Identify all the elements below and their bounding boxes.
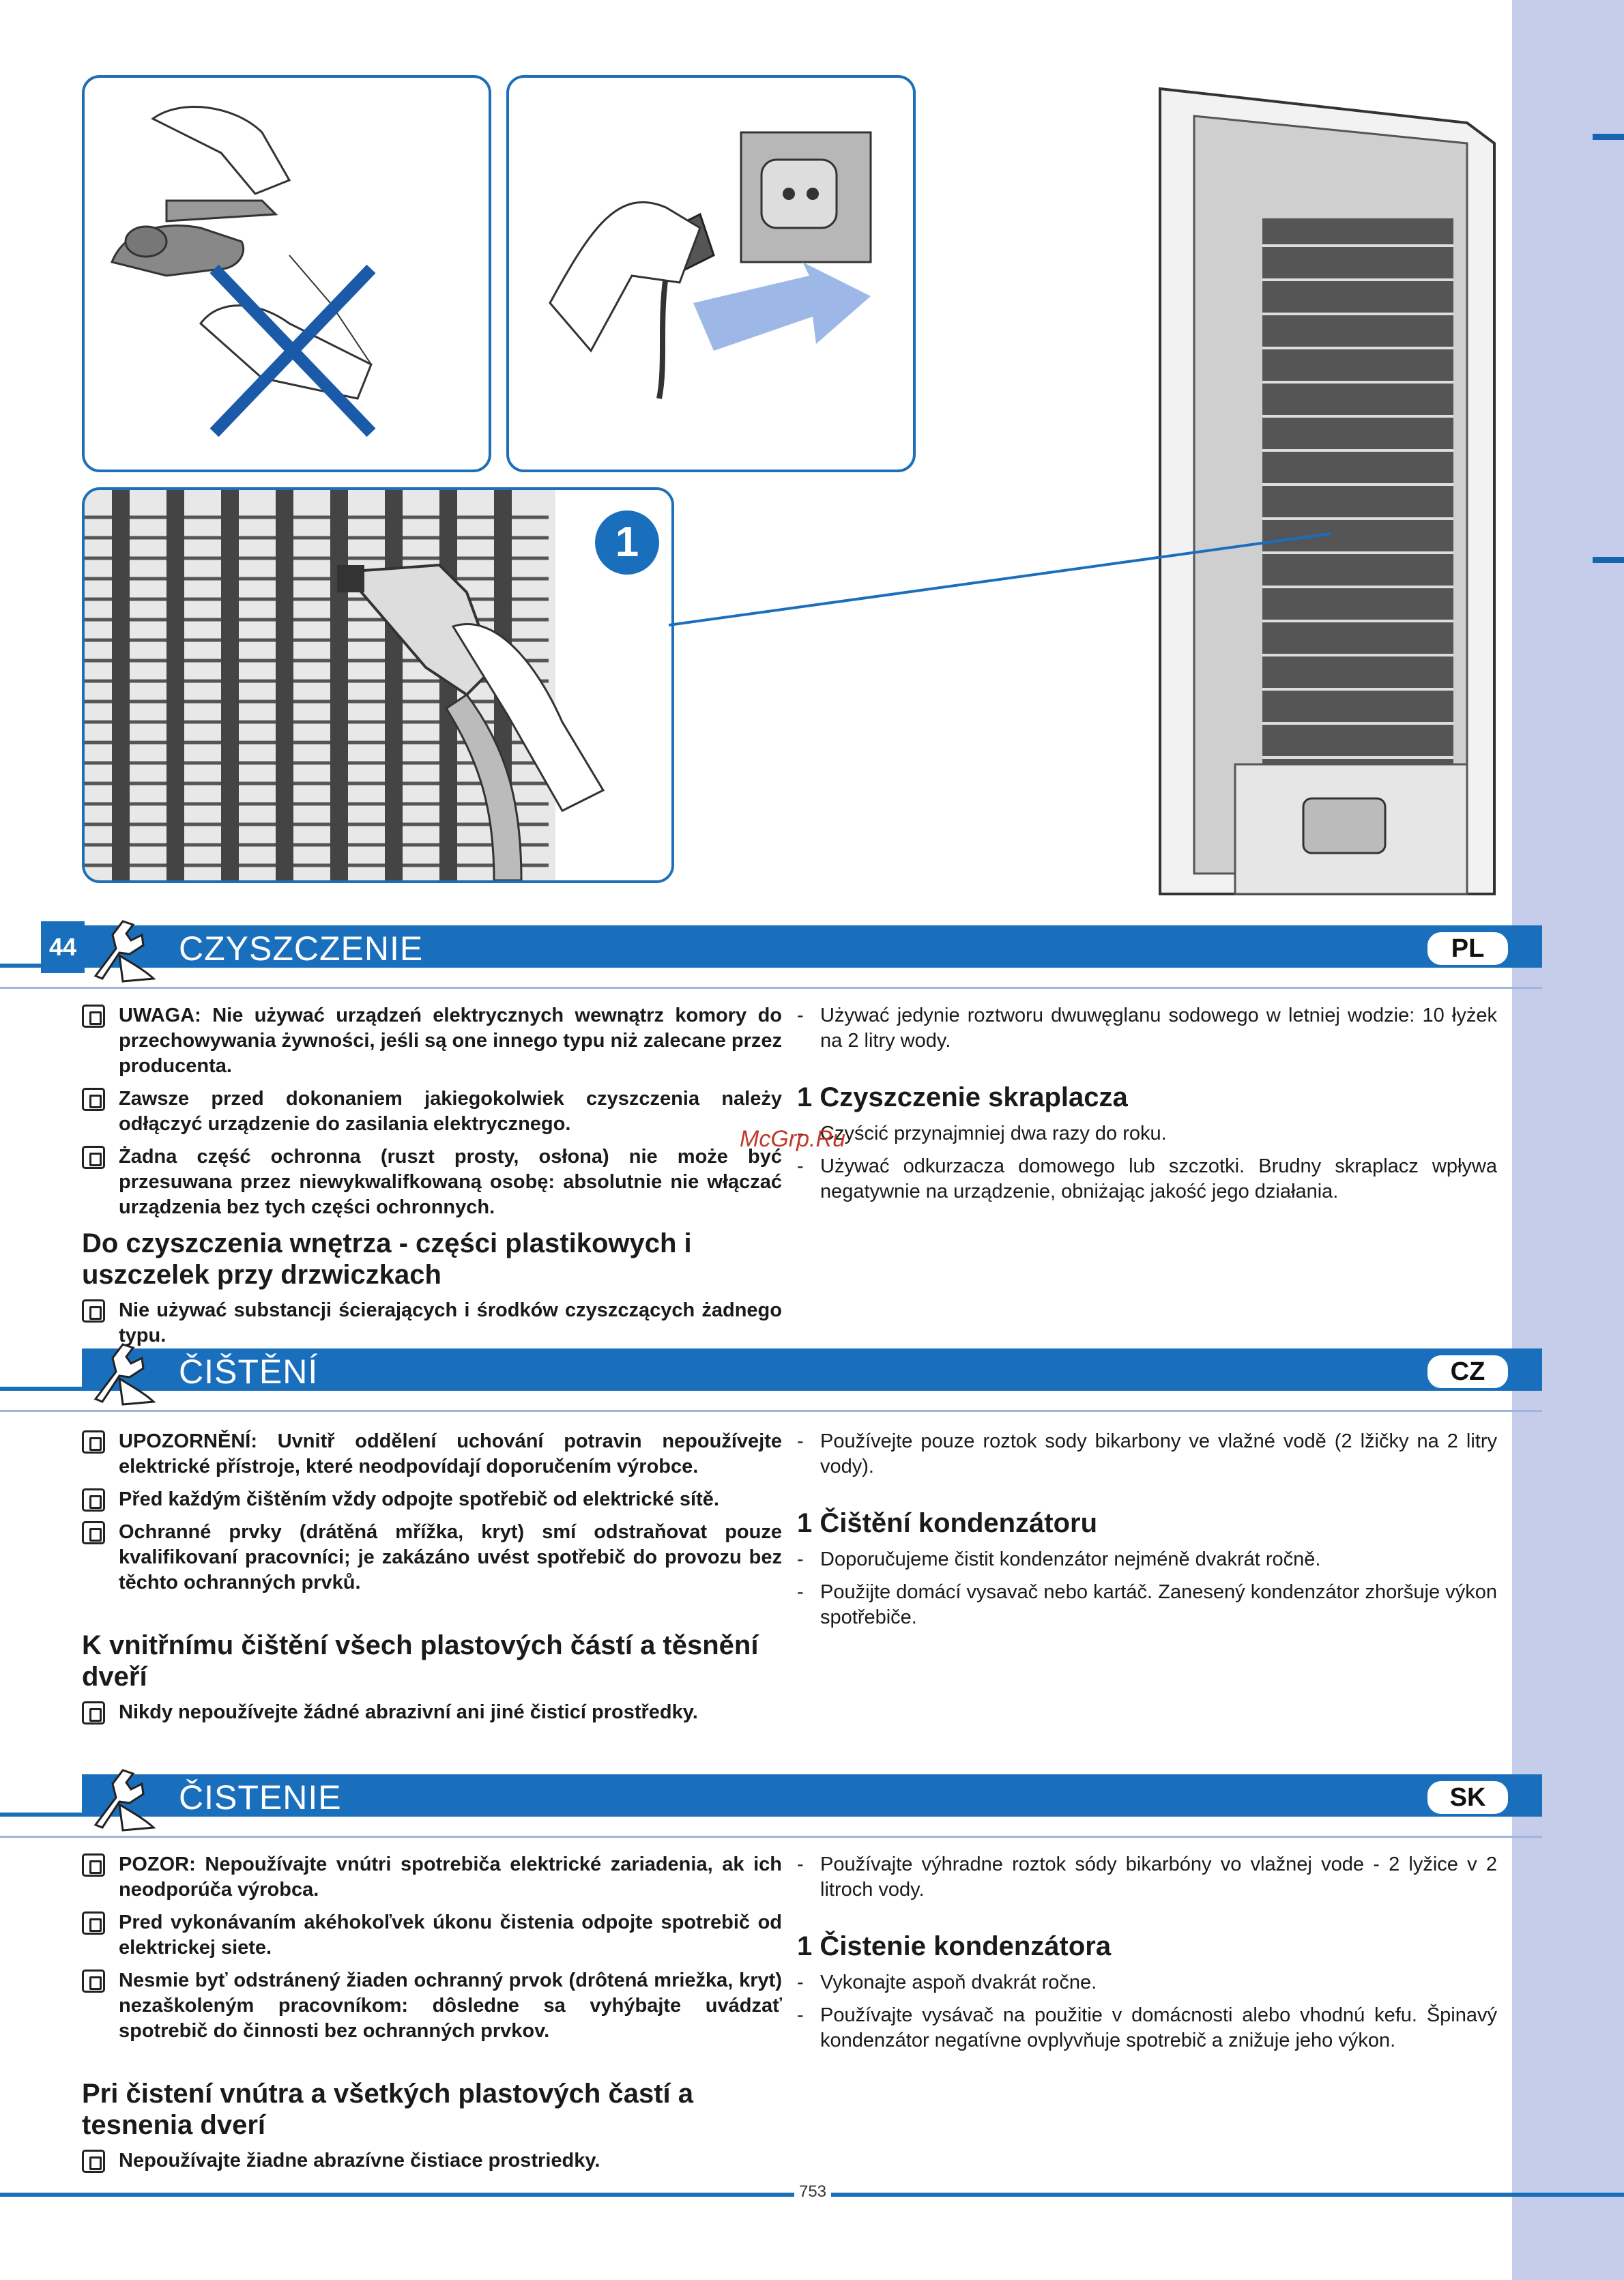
warning-note: UPOZORNĚNÍ: Uvnitř oddělení uchování potravin nepoužívejte elektrické přístroje, které neodpovídají doporučením výrobce. [82, 1429, 782, 1480]
hand-warning-icon [82, 1853, 105, 1877]
cz-right-column [797, 1429, 1497, 1638]
warning-note: Nikdy nepoužívejte žádné abrazivní ani jiné čisticí prostředky. [82, 1700, 782, 1725]
wrench-hand-icon [82, 908, 157, 983]
bullet-item: - Vykonajte aspoň dvakrát ročne. [797, 1970, 1497, 1995]
warning-note: Ochranné prvky (drátěná mřížka, kryt) smí odstraňovat pouze kvalifikovaní pracovníci; je zakázáno uvést spotřebič do provozu bez těchto ochranných prvků. [82, 1520, 782, 1596]
cz-left-column [82, 1429, 782, 1733]
subheading: 1 Czyszczenie skraplacza [797, 1082, 1128, 1112]
bullet-item: - Używać odkurzacza domowego lub szczotki. Brudny skraplacz wpływa negatywnie na urządzenie, obniżając jakość jego działania. [797, 1154, 1497, 1204]
hand-warning-icon [82, 1701, 105, 1725]
lang-badge-cz: CZ [1425, 1353, 1511, 1391]
hand-warning-icon [82, 1521, 105, 1544]
watermark-text: McGrp.Ru [740, 1126, 845, 1152]
section-title-pl: CZYSZCZENIE [179, 929, 424, 968]
warning-note: Zawsze przed dokonaniem jakiegokolwiek czyszczenia należy odłączyć urządzenie do zasilania elektrycznego. [82, 1086, 782, 1137]
subheading: K vnitřnímu čištění všech plastových částí a těsnění dveří [82, 1630, 759, 1692]
hand-warning-icon [82, 1299, 105, 1323]
vacuum-condenser-illustration [82, 487, 674, 883]
fridge-back-illustration [1153, 82, 1508, 901]
bullet-item: - Używać jedynie roztworu dwuwęglanu sodowego w letniej wodzie: 10 łyżek na 2 litry wody. [797, 1003, 1497, 1054]
callout-badge: 1 [595, 510, 659, 575]
section-title-sk: ČISTENIE [179, 1778, 342, 1817]
hand-warning-icon [82, 1088, 105, 1111]
warning-note: Nie używać substancji ścierających i środków czyszczących żadnego typu. [82, 1298, 782, 1348]
wrench-hand-icon [82, 1757, 157, 1832]
bullet-item: - Czyścić przynajmniej dwa razy do roku. [797, 1121, 1497, 1146]
page-number: 753 [794, 2182, 831, 2202]
bullet-item: - Používajte vysávač na použitie v domácnosti alebo vhodnú kefu. Špinavý kondenzátor negatívne ovplyvňuje spotrebič a znižuje jeho výkon. [797, 2003, 1497, 2053]
subheading: 1 Čištění kondenzátoru [797, 1508, 1098, 1538]
sk-right-column [797, 1852, 1497, 2061]
subheading: Pri čistení vnútra a všetkých plastových častí a tesnenia dverí [82, 2079, 693, 2140]
bullet-item: - Používejte pouze roztok sody bikarbony ve vlažné vodě (2 lžičky na 2 litry vody). [797, 1429, 1497, 1480]
hand-warning-icon [82, 2150, 105, 2173]
subheading: Do czyszczenia wnętrza - części plastikowych i uszczelek przy drzwiczkach [82, 1228, 692, 1290]
hand-warning-icon [82, 1430, 105, 1454]
no-water-illustration [82, 75, 491, 472]
warning-note: POZOR: Nepoužívajte vnútri spotrebiča elektrické zariadenia, ak ich neodporúča výrobca. [82, 1852, 782, 1903]
divider [0, 987, 1542, 989]
sk-left-column [82, 1852, 782, 2181]
unplug-illustration [506, 75, 916, 472]
warning-note: Żadna część ochronna (ruszt prosty, osłona) nie może być przesuwana przez niewykwalifkowaną osobę: absolutnie nie włączać urządzenia bez tych części ochronnych. [82, 1144, 782, 1220]
lang-badge-sk: SK [1425, 1778, 1511, 1817]
lang-badge-pl: PL [1425, 929, 1511, 968]
callout-leader-line [669, 525, 1337, 628]
hand-warning-icon [82, 1146, 105, 1169]
hand-warning-icon [82, 1488, 105, 1512]
divider [0, 1836, 1542, 1838]
hand-warning-icon [82, 1005, 105, 1028]
section-title-cz: ČIŠTĚNÍ [179, 1353, 319, 1391]
page-label: 44 [41, 921, 85, 973]
bullet-item: - Použijte domácí vysavač nebo kartáč. Zanesený kondenzátor zhoršuje výkon spotřebiče. [797, 1580, 1497, 1630]
pl-right-column [797, 1003, 1497, 1212]
hand-warning-icon [82, 1969, 105, 1993]
wrench-hand-icon [82, 1331, 157, 1406]
divider [0, 1410, 1542, 1412]
warning-note: Pred vykonávaním akéhokoľvek úkonu čistenia odpojte spotrebič od elektrickej siete. [82, 1910, 782, 1961]
warning-note: Před každým čištěním vždy odpojte spotřebič od elektrické sítě. [82, 1487, 782, 1512]
warning-note: Nepoužívajte žiadne abrazívne čistiace prostriedky. [82, 2148, 782, 2174]
warning-note: Nesmie byť odstránený žiaden ochranný prvok (drôtená mriežka, kryt) nezaškoleným pracovníkom: dôsledne sa vyhýbajte uvádzať spotrebič do činnosti bez ochranných prvkov. [82, 1968, 782, 2044]
pl-left-column [82, 1003, 782, 1356]
hand-warning-icon [82, 1911, 105, 1935]
warning-note: UWAGA: Nie używać urządzeń elektrycznych wewnątrz komory do przechowywania żywności, jeśli są one innego typu niż zalecane przez producenta. [82, 1003, 782, 1079]
sidebar-strip [1512, 0, 1624, 2280]
bullet-item: - Doporučujeme čistit kondenzátor nejméně dvakrát ročně. [797, 1547, 1497, 1572]
sidebar-marker [1593, 557, 1624, 563]
subheading: 1 Čistenie kondenzátora [797, 1931, 1112, 1961]
bullet-item: - Používajte výhradne roztok sódy bikarbóny vo vlažnej vode - 2 lyžice v 2 litroch vody. [797, 1852, 1497, 1903]
sidebar-marker [1593, 134, 1624, 140]
